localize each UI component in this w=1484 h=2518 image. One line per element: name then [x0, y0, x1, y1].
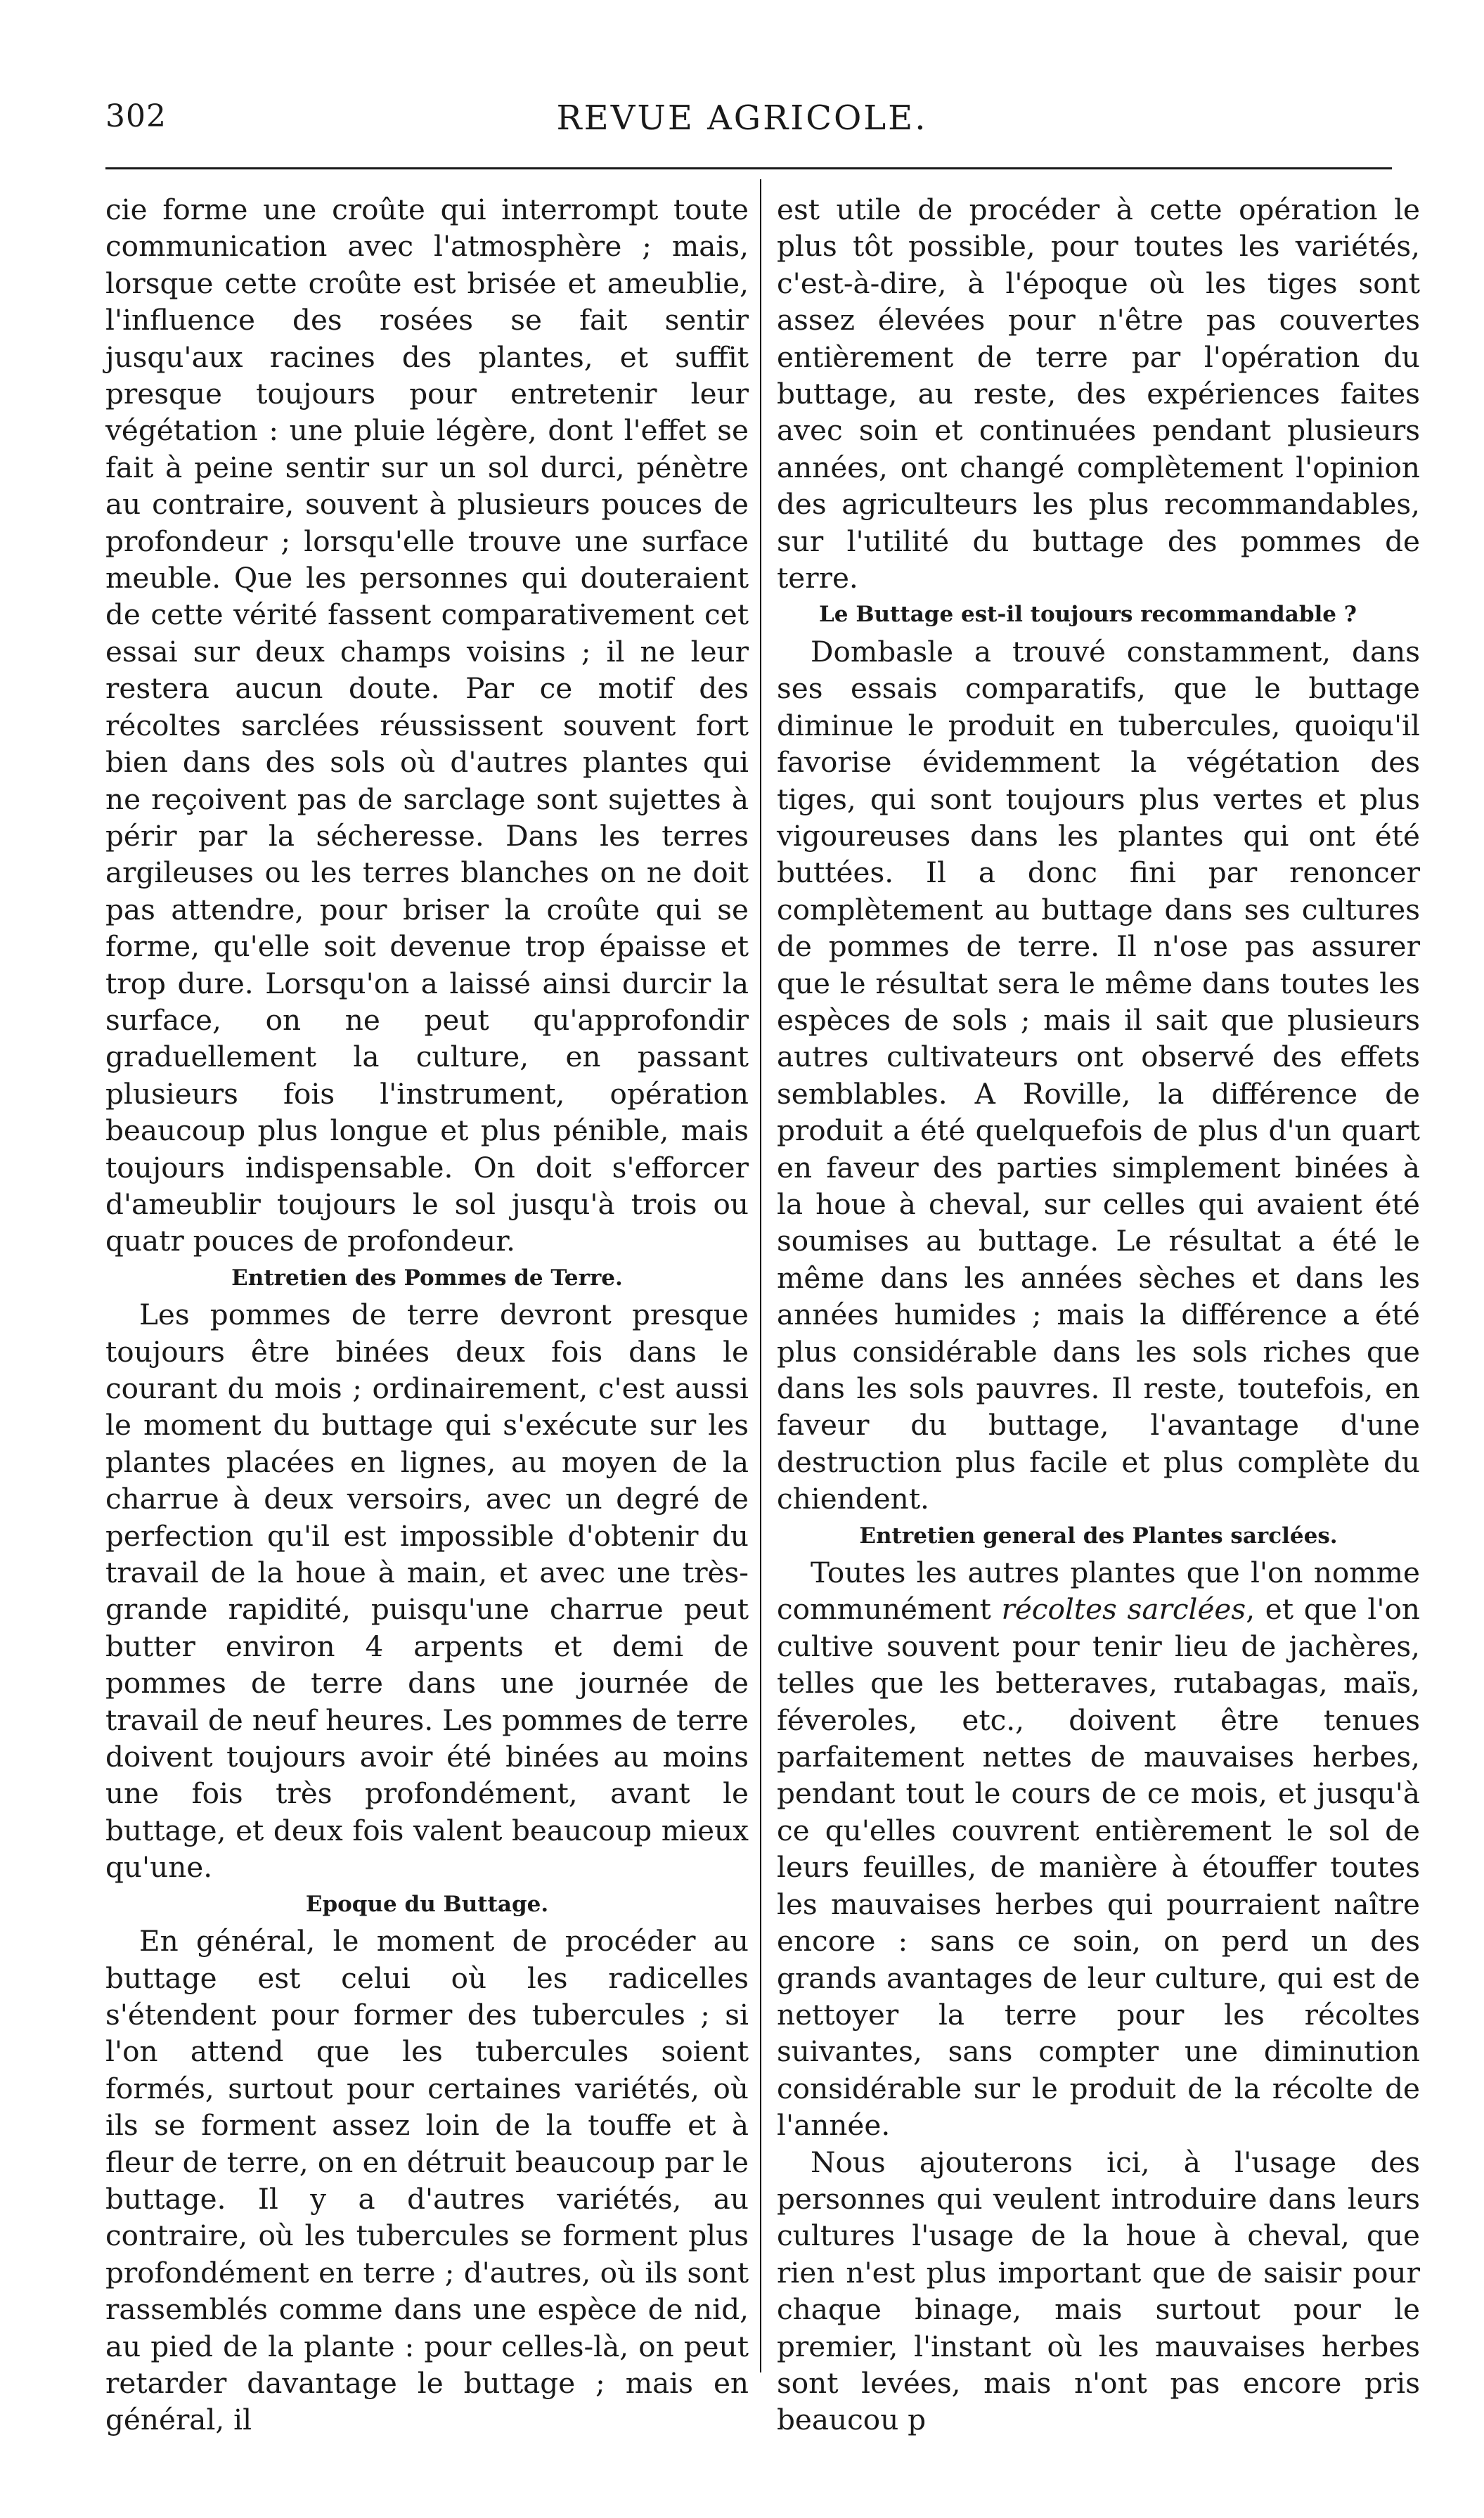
header-rule: [105, 167, 1392, 169]
left-paragraph-1: cie forme une croûte qui interrompt toute communication avec l'atmosphère ; mais, lorsque cette croûte est brisée et ameublie, l'influence des rosées se fait sentir jusqu'aux racines des plantes, et suffit presque toujours pour entretenir leur végétation : une pluie légère, dont l'effet se fait à peine sentir sur un sol durci, pénètre au contraire, souvent à plusieurs pouces de profondeur ; lorsqu'elle trouve une surface meuble. Que les personnes qui douteraient de cette vérité fassent comparativement cet essai sur deux champs voisins ; il ne leur restera aucun doute. Par ce motif des récoltes sarclées réussissent souvent fort bien dans des sols où d'autres plantes qui ne reçoivent pas de sarclage sont sujettes à périr par la sécheresse. Dans les terres argileuses ou les terres blanches on ne doit pas attendre, pour briser la croûte qui se forme, qu'elle soit devenue trop épaisse et trop dure. Lorsqu'on a laissé ainsi durcir la surface, on ne peut qu'approfondir graduellement la culture, en passant plusieurs fois l'instrument, opération beaucoup plus longue et plus pénible, mais toujours indispensable. On doit s'efforcer d'ameublir toujours le sol jusqu'à trois ou quatr pouces de profondeur.: [105, 193, 749, 1258]
left-paragraph-2: Les pommes de terre devront presque toujours être binées deux fois dans le courant du mois ; ordinairement, c'est aussi le moment du buttage qui s'exécute sur les plantes placées en lignes, au moyen de la charrue à deux versoirs, avec un degré de perfection qu'il est impossible d'obtenir du travail de la houe à main, et avec une très-grande rapidité, puisqu'une charrue peut butter environ 4 arpents et demi de pommes de terre dans une journée de travail de neuf heures. Les pommes de terre doivent toujours avoir été binées au moins une fois très profondément, avant le buttage, et deux fois valent beaucoup mieux qu'une.: [105, 1298, 749, 1885]
right-paragraph-3-start: Toutes les autres plantes que l'on nomme communément: [777, 1556, 1420, 1627]
right-paragraph-2: Dombasle a trouvé constamment, dans ses essais comparatifs, que le buttage diminue le produit en tubercules, quoiqu'il favorise évidemment la végétation des tiges, qui sont toujours plus vertes et plus vigoureuses dans les plantes qui ont été buttées. Il a donc fini par renoncer complètement au buttage dans ses cultures de pommes de terre. Il n'ose pas assurer que le résultat sera le même dans toutes les espèces de sols ; mais il sait que plusieurs autres cultivateurs ont observé des effets semblables. A Roville, la différence de produit a été quelquefois de plus d'un quart en faveur des parties simplement binées à la houe à cheval, sur celles qui avaient été soumises au buttage. Le résultat a été le même dans les années sèches et dans les années humides ; mais la différence a été plus considérable dans les sols riches que dans les sols pauvres. Il reste, toutefois, en faveur du buttage, l'avantage d'une destruction plus facile et plus complète du chiendent.: [777, 634, 1420, 1516]
right-paragraph-1: est utile de procéder à cette opération le plus tôt possible, pour toutes les variétés, c'est-à-dire, à l'époque où les tiges sont assez élevées pour n'être pas couvertes entièrement de terre par l'opération du buttage, au reste, des expériences faites avec soin et continuées pendant plusieurs années, ont changé complètement l'opinion des agriculteurs les plus recommandables, sur l'utilité du buttage des pommes de terre.: [777, 193, 1420, 595]
right-paragraph-3-end: , et que l'on cultive souvent pour tenir lieu de jachères, telles que les betteraves, rutabagas, maïs, féveroles, etc., doivent être tenues parfaitement nettes de mauvaises herbes, pendant tout le cours de ce mois, et jusqu'à ce qu'elles couvrent entièrement le sol de leurs feuilles, de manière à étouffer toutes les mauvaises herbes qui pourraient naître encore : sans ce soin, on perd un des grands avantages de leur culture, qui est de nettoyer la terre pour les récoltes suivantes, sans compter une diminution considérable sur le produit de la récolte de l'année.: [777, 1592, 1420, 2143]
section-heading-potato-maintenance: Entretien des Pommes de Terre.: [231, 1265, 623, 1291]
section-heading-weeded-plants: Entretien general des Plantes sarclées.: [859, 1523, 1338, 1549]
left-paragraph-3: En général, le moment de procéder au buttage est celui où les radicelles s'étendent pour former des tubercules ; si l'on attend que les tubercules soient formés, surtout pour certaines variétés, où ils se forment assez loin de la touffe et à fleur de terre, on en détruit beaucoup par le buttage. Il y a d'autres variétés, au contraire, où les tubercules se forment plus profondément en terre ; d'autres, où ils sont rassemblés comme dans une espèce de nid, au pied de la plante : pour celles-là, on peut retarder davantage le buttage ; mais en général, il: [105, 1924, 749, 2437]
left-column: [105, 191, 749, 2439]
page-number: 302: [105, 98, 167, 134]
italic-term: récoltes sarclées: [1001, 1592, 1246, 1627]
running-head: REVUE AGRICOLE.: [556, 98, 928, 138]
right-paragraph-3: [777, 1554, 1420, 2144]
section-heading-hilling-recommendable: Le Buttage est-il toujours recommandable ?: [819, 602, 1357, 628]
right-column: [777, 191, 1420, 2439]
section-heading-hilling-period: Epoque du Buttage.: [305, 1891, 549, 1917]
right-paragraph-4: Nous ajouterons ici, à l'usage des personnes qui veulent introduire dans leurs cultures l'usage de la houe à cheval, que rien n'est plus important que de saisir pour chaque binage, mais surtout pour le premier, l'instant où les mauvaises herbes sont levées, mais n'ont pas encore pris beaucou p: [777, 2145, 1420, 2437]
column-divider: [760, 179, 761, 2372]
